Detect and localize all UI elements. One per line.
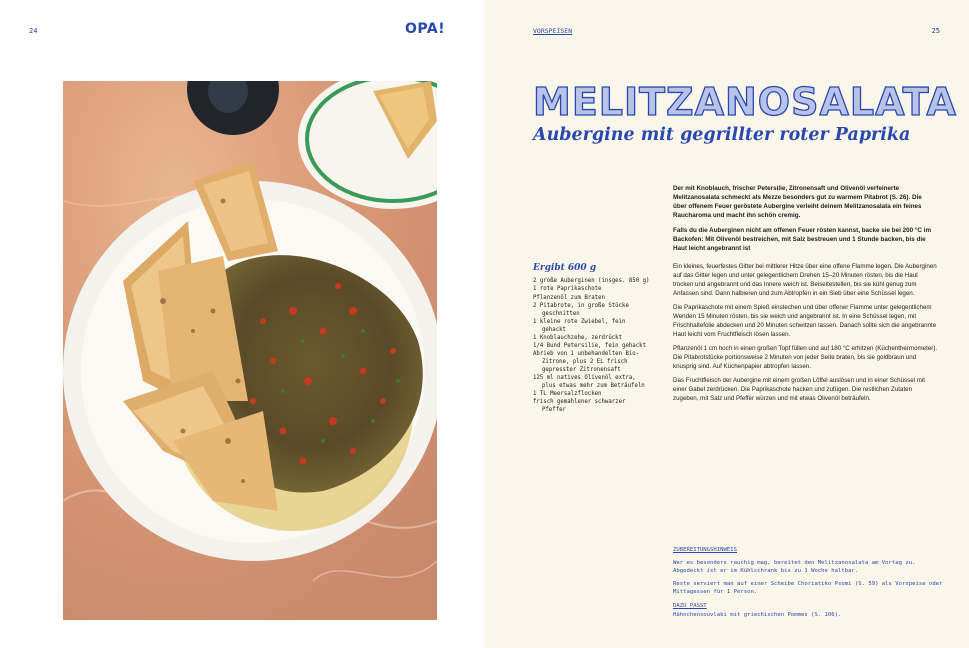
recipe-title: MELITZANOSALATA bbox=[533, 80, 957, 124]
food-photo bbox=[63, 81, 437, 620]
ingredient-item: 1/4 Bund Petersilie, fein gehackt bbox=[533, 343, 646, 350]
section-label: VORSPEISEN bbox=[533, 27, 573, 35]
food-photo-melitzanosalata-icon bbox=[63, 81, 437, 620]
recipe-tips bbox=[673, 546, 943, 624]
recipe-subtitle: Aubergine mit gegrillter roter Paprika bbox=[533, 125, 911, 145]
page-number-left: 24 bbox=[29, 27, 38, 35]
ingredient-item: frisch gemahlener schwarzer Pfeffer bbox=[533, 399, 626, 413]
right-page bbox=[484, 0, 969, 648]
recipe-yield: Ergibt 600 g bbox=[533, 263, 597, 273]
ingredient-item: 1 kleine rote Zwiebel, fein gehackt bbox=[533, 318, 626, 333]
ingredient-item: 125 ml natives Olivenöl extra, plus etwas mehr zum Beträufeln bbox=[533, 375, 645, 389]
pairing-heading: DAZU PASST bbox=[673, 602, 707, 609]
ingredient-item: 1 TL Meersalzflocken bbox=[533, 390, 602, 397]
intro-paragraph: Falls du die Auberginen nicht am offenen Feuer rösten kannst, backe sie bei 200 °C im Backofen: Mit Olivenöl bestreichen, mit Salz bestreuen und 1 Stunde backen, bis die Haut leicht angebrannt ist bbox=[673, 226, 932, 252]
page-number-right: 25 bbox=[931, 27, 940, 35]
ingredient-item: Pflanzenöl zum Braten bbox=[533, 294, 605, 301]
pairing-text: Hähnchensouvlaki mit griechischen Pommes (S. 106). bbox=[673, 611, 842, 618]
ingredient-item: 1 Knoblauchzehe, zerdrückt bbox=[533, 334, 623, 341]
recipe-method bbox=[673, 263, 939, 409]
left-page bbox=[0, 0, 484, 648]
ingredient-list bbox=[533, 278, 651, 415]
tips-heading: ZUBEREITUNGSHINWEIS bbox=[673, 547, 737, 553]
ingredient-item: 2 große Auberginen (insges. 850 g) bbox=[533, 278, 650, 284]
book-title: OPA! bbox=[405, 21, 446, 37]
method-step: Ein kleines, feuerfestes Gitter bei mittlerer Hitze über eine offene Flamme legen. Die Auberginen auf das Gitter legen und unter gelegentlichem Drehen 15–20 Minuten rösten, bis die Haut trocken und angebrannt und das Innere weich ist. Beiseitestellen, bis sie kühl genug zum Anfassen sind. Dann halbieren und zum Abtropfen in ein Sieb über eine Schüssel legen. bbox=[673, 263, 937, 297]
method-step: Das Fruchtfleisch der Aubergine mit einem großen Löffel auslösen und in einer Schüssel mit einer Gabel zerdrücken. Die Paprikaschote hacken und zufügen. Die restlichen Zutaten zugeben, mit Salz und Pfeffer würzen und mit etwas Olivenöl beträufeln. bbox=[673, 376, 925, 402]
tip-text: Reste serviert man auf einer Scheibe Choriatiko Psomi (S. 59) als Vorspeise oder Mittagessen für 1 Person. bbox=[673, 581, 943, 596]
ingredient-item: 1 rote Paprikaschote bbox=[533, 286, 602, 293]
method-step: Die Paprikaschote mit einem Spieß einstechen und über offener Flamme unter gelegentlichem Wenden 15 Minuten rösten, bis sie weich und angebrannt ist. In eine Schüssel legen, mit Frischhaltefolie abdecken und 20 Minuten schwitzen lassen. Danach sollte sich die angebrannte Haut leicht vom Fruchtfleisch lösen lassen. bbox=[673, 303, 937, 338]
tip-text: Wer es besonders rauchig mag, bereitet den Melitzanosalata am Vortag zu. Abgedeckt ist er im Kühlschrank bis zu 1 Woche haltbar. bbox=[673, 560, 916, 575]
method-step: Pflanzenöl 1 cm hoch in einen großen Topf füllen und auf 180 °C erhitzen (Küchenthermometer). Die Pitabrotstücke portionsweise 2 Minuten von jeder Seite braten, bis sie goldbraun und knusprig sind. Auf Küchenpapier abtropfen lassen. bbox=[673, 344, 938, 370]
intro-paragraph: Der mit Knoblauch, frischer Petersilie, Zitronensaft und Olivenöl verfeinerte Melitzanosalata schmeckt als Mezze besonders gut zu warmem Pitabrot (S. 26). Die über offenem Feuer geröstete Aubergine verleiht deinem Melitzanosalata ein feines Raucharoma und macht ihn schön cremig. bbox=[673, 185, 922, 220]
recipe-intro bbox=[673, 184, 937, 258]
ingredient-item: 2 Pitabrote, in große Stücke geschnitten bbox=[533, 302, 629, 317]
ingredient-item: Abrieb von 1 unbehandelten Bio-Zitrone, plus 2 EL frisch gepresster Zitronensaft bbox=[533, 351, 640, 373]
